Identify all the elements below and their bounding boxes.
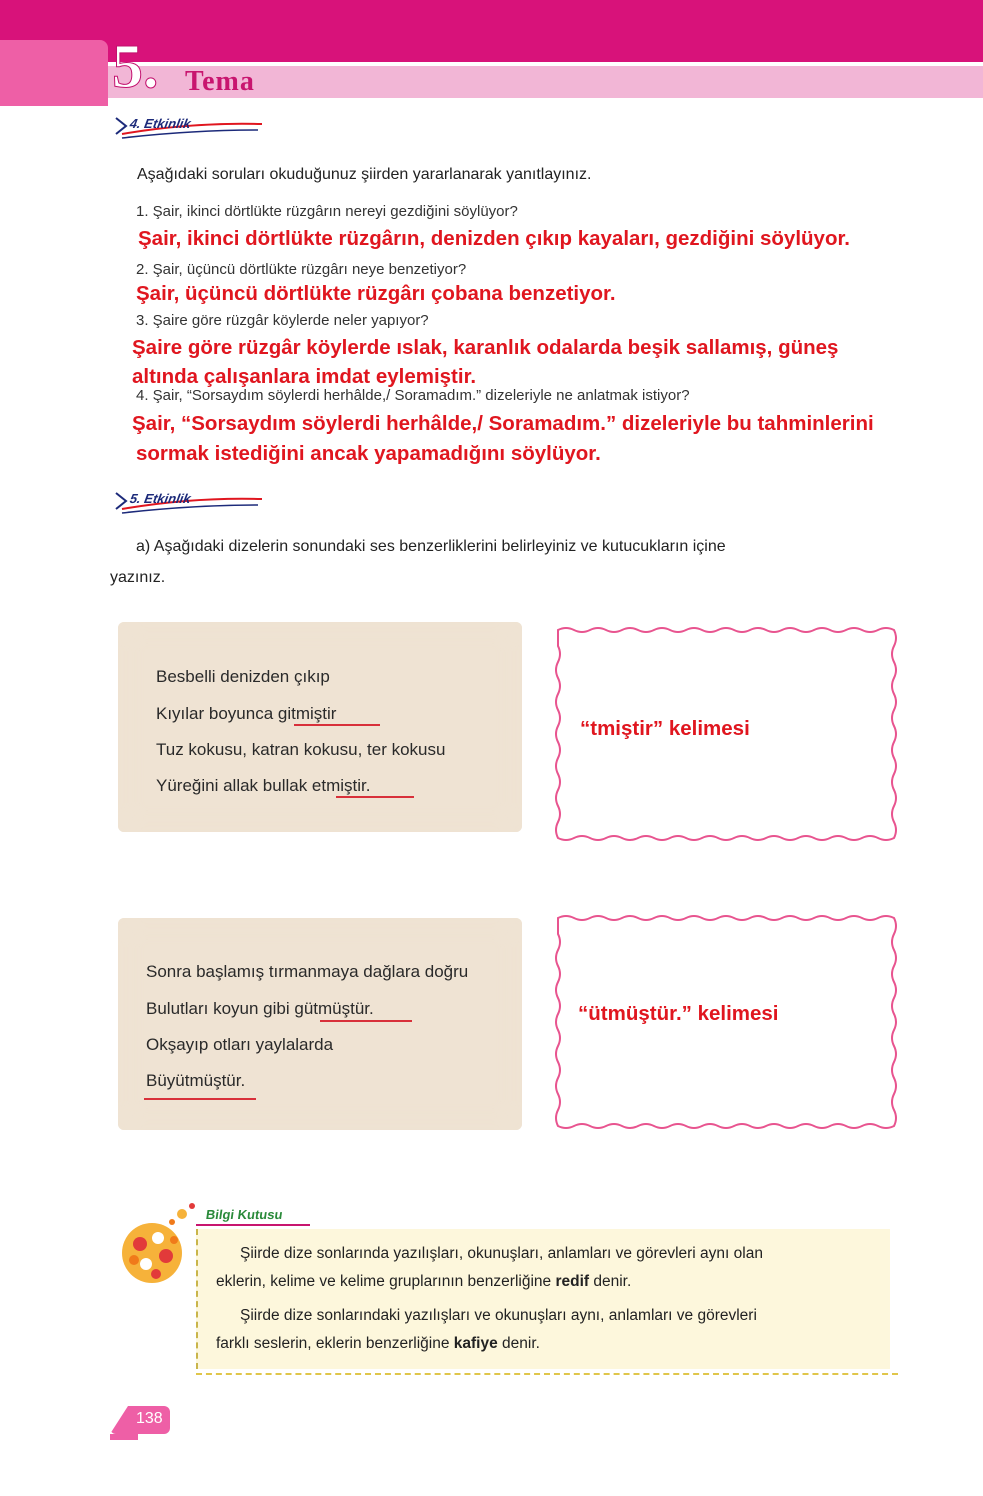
activity-5-instruction-line-2: yazınız. [110,569,166,586]
page-number [110,1406,170,1434]
question-3: 3. Şaire göre rüzgâr köylerde neler yapıyor? [136,312,429,329]
theme-title: Tema [185,66,255,97]
bilgi-title: Bilgi Kutusu [204,1207,284,1222]
underline-buyutmustur [144,1098,256,1100]
question-1: 1. Şair, ikinci dörtlükte rüzgârın nereyi gezdiğini söylüyor? [136,203,518,220]
bilgi-p2-text: farklı seslerin, eklerin benzerliğine [216,1335,454,1352]
page-number-text: 138 [136,1410,163,1427]
poem-2-line-1: Sonra başlamış tırmanmaya dağlara doğru [146,962,469,981]
answer-3-line-2: altında çalışanlara imdat eylemiştir. [132,365,477,388]
activity-4-label [112,110,262,142]
bilgi-p1-end: denir. [589,1273,632,1290]
answer-4-line-2: sormak istediğini ancak yapamadığını söylüyor. [136,442,601,465]
answer-box-1-text: “tmiştir” kelimesi [580,717,750,740]
term-kafiye: kafiye [453,1335,498,1352]
activity-5-instruction-line-1: a) Aşağıdaki dizelerin sonundaki ses benzerliklerini belirleyiniz ve kutucukların içine [136,538,726,555]
question-4: 4. Şair, “Sorsaydım söylerdi herhâlde,/ Soramadım.” dizeleriyle ne anlatmak istiyor? [136,387,690,404]
answer-box-1 [552,624,900,846]
activity-4-instruction: Aşağıdaki soruları okuduğunuz şiirden yararlanarak yanıtlayınız. [137,166,592,183]
bilgi-p1-text: eklerin, kelime ve kelime gruplarının benzerliğine [216,1273,556,1290]
underline-etmistir [336,796,414,798]
answer-1: Şair, ikinci dörtlükte rüzgârın, denizden çıkıp kayaları, gezdiğini söylüyor. [138,227,851,250]
bilgi-p2-line-1: Şiirde dize sonlarındaki yazılışları ve okunuşları aynı, anlamları ve görevleri [240,1307,757,1324]
bilgi-divider [196,1373,898,1375]
poem-2-line-3: Okşayıp otları yaylalarda [146,1035,334,1054]
poem-2-line-4: Büyütmüştür. [146,1071,246,1090]
answer-box-2-text: “ütmüştür.” kelimesi [578,1002,779,1025]
activity-4-text: 4. Etkinlik [128,116,193,131]
term-redif: redif [555,1273,590,1290]
page-stripe [110,1434,138,1440]
bilgi-p1-line-2 [216,1268,886,1296]
underline-gitmistir [294,724,380,726]
poem-card-2 [118,918,522,1130]
bilgi-p1-line-1: Şiirde dize sonlarında yazılışları, okunuşları, anlamları ve görevleri aynı olan [240,1245,763,1262]
bilgi-p2-line-2 [216,1330,886,1358]
answer-4-line-1: Şair, “Sorsaydım söylerdi herhâlde,/ Soramadım.” dizeleriyle bu tahminlerini [132,412,874,435]
question-2: 2. Şair, üçüncü dörtlükte rüzgârı neye benzetiyor? [136,261,467,278]
activity-5-text: 5. Etkinlik [128,491,193,506]
activity-5-label [112,485,262,517]
poem-1-line-4: Yüreğini allak bullak etmiştir. [156,776,371,795]
poem-card-1 [118,622,522,832]
poem-1-line-1: Besbelli denizden çıkıp [156,667,330,686]
answer-box-2 [552,912,900,1134]
theme-number: 5. [112,33,159,101]
header-tab [0,40,108,106]
answer-2: Şair, üçüncü dörtlükte rüzgârı çobana benzetiyor. [136,282,616,305]
underline-gutmustur [320,1020,412,1022]
bilgi-title-underline [196,1224,310,1226]
poem-2-line-2: Bulutları koyun gibi gütmüştür. [146,999,374,1018]
bilgi-p2-end: denir. [497,1335,540,1352]
bilgi-sun-icon [112,1198,202,1288]
answer-3-line-1: Şaire göre rüzgâr köylerde ıslak, karanlık odalarda beşik sallamış, güneş [132,336,839,359]
poem-1-line-3: Tuz kokusu, katran kokusu, ter kokusu [156,740,446,759]
poem-1-line-2: Kıyılar boyunca gitmiştir [156,704,337,723]
